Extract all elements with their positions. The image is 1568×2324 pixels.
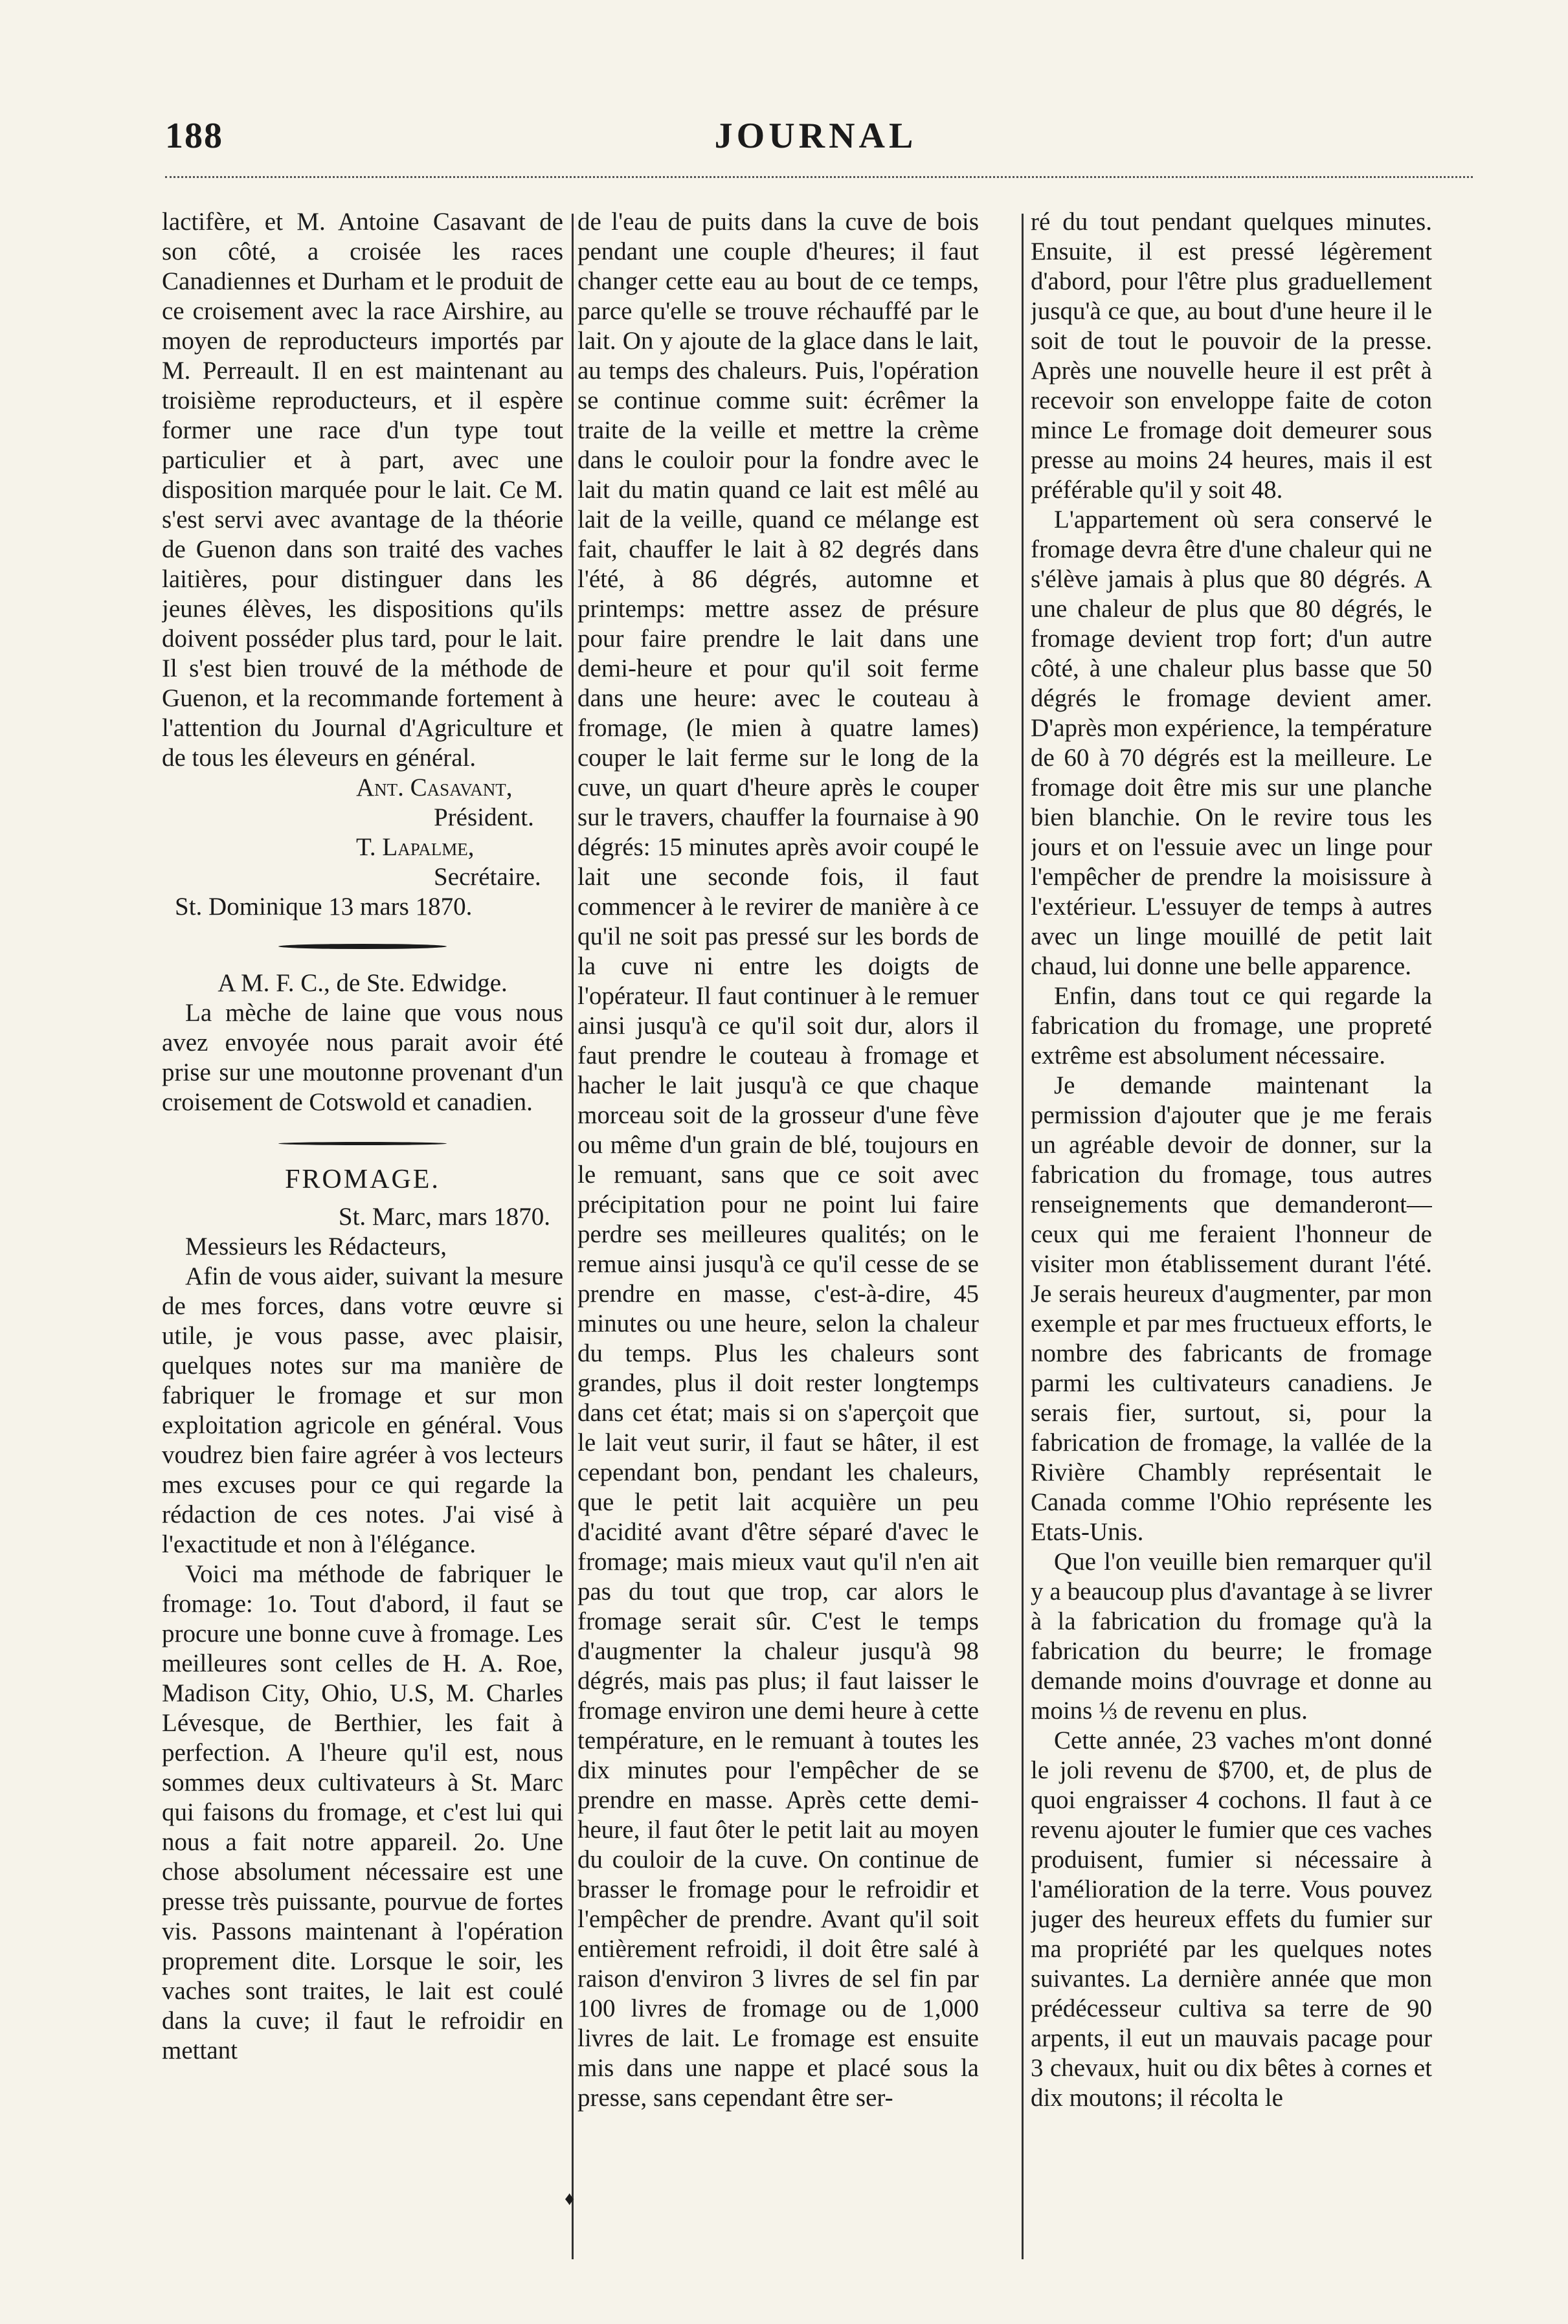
footer-mark: ♦	[565, 2188, 575, 2209]
column-rule	[1022, 214, 1024, 2259]
paragraph: Voici ma méthode de fabriquer le fromage: 1o. Tout d'abord, il faut se procure une bonne cuve à fromage. Les meilleures sont celles de H. A. Roe, Madison City, Ohio, U.S, M. Charles Lévesque, de Berthier, les fait à perfection. A l'heure qu'il est, nous sommes deux cultivateurs à St. Marc qui faisons du fromage, et c'est lui qui nous a fait notre appareil. 2o. Une chose absolument nécessaire est une presse très puissante, pourvue de fortes vis. Passons maintenant à l'opération proprement dite. Lorsque le soir, les vaches sont traites, le lait est coulé dans la cuve; il faut le refroidir en mettant	[162, 1560, 563, 2064]
column-1	[162, 207, 563, 2266]
article-dateline: St. Marc, mars 1870.	[338, 1203, 550, 1231]
column-3	[1031, 207, 1432, 2266]
paragraph: Enfin, dans tout ce qui regarde la fabrication du fromage, une propreté extrême est absolument nécessaire.	[1031, 982, 1432, 1069]
paragraph: de l'eau de puits dans la cuve de bois pendant une couple d'heures; il faut changer cette eau au bout de ce temps, parce qu'elle se trouve réchauffé par le lait. On y ajoute de la glace dans le lait, au temps des chaleurs. Puis, l'opération se continue comme suit: écrêmer la traite de la veille et mettre la crème dans le couloir pour la fondre avec le lait du matin quand ce lait est mêlé au lait de la veille, quand ce mélange est fait, chauffer le lait à 82 degrés dans l'été, à 86 dégrés, automne et printemps: mettre assez de présure pour faire prendre le lait dans une demi-heure et pour qu'il soit ferme dans une heure: avec le couteau à fromage, (le mien à quatre lames) couper le lait ferme sur le long de la cuve, un quart d'heure après le couper sur le travers, chauffer la fournaise à 90 dégrés: 15 minutes après avoir coupé le lait une seconde fois, il faut commencer à le revirer de manière à ce qu'il ne soit pas pressé sur les bords de la cuve ni entre les doigts de l'opérateur. Il faut continuer à le remuer ainsi jusqu'à ce qu'il soit dur, alors il faut prendre le couteau à fromage et hacher le lait jusqu'à ce que chaque morceau soit de la grosseur d'une fève ou même d'un grain de blé, toujours en le remuant, sans que ce soit avec précipitation pour ne point lui faire perdre ses meilleures qualités; on le remue ainsi jusqu'à ce qu'il cesse de se prendre en masse, c'est-à-dire, 45 minutes ou une heure, selon la chaleur du temps. Plus les chaleurs sont grandes, plus il doit rester longtemps dans cet état; mais si on s'aperçoit que le lait veut surir, il faut se hâter, il est cependant bon, pendant les chaleurs, que le petit lait acquière un peu d'acidité avant d'être séparé d'avec le fromage; mais mieux vaut qu'il n'en ait pas du tout que trop, car alors le fromage serait sûr. C'est le temps d'augmenter la chaleur jusqu'à 98 dégrés, mais pas plus; il faut laisser le fromage environ une demi heure à cette température, en le remuant à toutes les dix minutes pour l'empêcher de se prendre en masse. Après cette demi-heure, il faut ôter le petit lait au moyen du couloir de la cuve. On continue de brasser le fromage pour le refroidir et l'empêcher de prendre. Avant qu'il soit entièrement refroidi, il doit être salé à raison d'environ 3 livres de sel fin par 100 livres de fromage ou de 1,000 livres de lait. Le fromage est ensuite mis dans une nappe et placé sous la presse, sans cependant être ser-	[577, 208, 979, 2112]
paragraph: La mèche de laine que vous nous avez envoyée nous parait avoir été prise sur une moutonne provenant d'un croisement de Cotswold et canadien.	[162, 999, 563, 1116]
signatory-secretary-title: Secrétaire.	[434, 863, 541, 891]
page-number: 188	[165, 116, 223, 156]
page-header	[0, 0, 1568, 194]
paragraph: Cette année, 23 vaches m'ont donné le joli revenu de $700, et, de plus de quoi engraisser 4 cochons. Il faut à ce revenu ajouter le fumier que ces vaches produisent, fumier si nécessaire à l'amélioration de la terre. Vous pouvez juger des heureux effets du fumier sur ma propriété par les quelques notes suivantes. La dernière année que mon prédécesseur cultiva sa terre de 90 arpents, il eut un mauvais pacage pour 3 chevaux, huit ou dix bêtes à cornes et dix moutons; il récolta le	[1031, 1726, 1432, 2112]
section-separator	[278, 944, 447, 949]
column-rule	[572, 214, 574, 2259]
running-head: JOURNAL	[714, 116, 917, 156]
paragraph: L'appartement où sera conservé le fromage devra être d'une chaleur qui ne s'élève jamais à plus que 80 dégrés. A une chaleur de plus que 80 dégrés, le fromage devient trop fort; d'un autre côté, à une chaleur plus basse que 50 dégrés le fromage devient amer. D'après mon expérience, la température de 60 à 70 dégrés est la meilleure. Le fromage doit être mis sur une planche bien blanchie. On le revire tous les jours et on l'essuie avec un linge pour l'empêcher de prendre la moisissure à l'extérieur. L'essuyer de temps à autres avec un linge mouillé de petit lait chaud, lui donne une belle apparence.	[1031, 506, 1432, 980]
column-2	[577, 207, 979, 2266]
article-heading: FROMAGE.	[285, 1165, 440, 1194]
salutation: Messieurs les Rédacteurs,	[185, 1233, 447, 1260]
signature-block	[162, 773, 563, 922]
signatory-president: Ant. Casavant,	[356, 774, 513, 801]
paragraph: Que l'on veuille bien remarquer qu'il y a beaucoup plus d'avantage à se livrer à la fabrication du fromage qu'à la fabrication du beurre; le fromage demande moins d'ouvrage et donne au moins ⅓ de revenu en plus.	[1031, 1548, 1432, 1725]
header-rule	[165, 176, 1473, 178]
signatory-president-title: Président.	[434, 803, 534, 831]
section-separator	[278, 1142, 447, 1145]
paragraph: lactifère, et M. Antoine Casavant de son côté, a croisée les races Canadiennes et Durham et le produit de ce croisement avec la race Airshire, au moyen de reproducteurs importés par M. Perreault. Il en est maintenant au troisième reproducteurs, et il espère former une race d'un type tout particulier et à part, avec une disposition marquée pour le lait. Ce M. s'est servi avec avantage de la théorie de Guenon dans son traité des vaches laitières, pour distinguer dans les jeunes élèves, les dispositions qu'ils doivent posséder plus tard, pour le lait. Il s'est bien trouvé de la méthode de Guenon, et la recommande fortement à l'attention du Journal d'Agriculture et de tous les éleveurs en général.	[162, 208, 563, 772]
paragraph: Je demande maintenant la permission d'ajouter que je me ferais un agréable devoir de donner, sur la fabrication du fromage, tous autres renseignements que demanderont—ceux qui me feraient l'honneur de visiter mon établissement durant l'été. Je serais heureux d'augmenter, par mon exemple et par mes fructueux efforts, le nombre des fabricants de fromage parmi les cultivateurs canadiens. Je serais fier, surtout, si, pour la fabrication de fromage, la vallée de la Rivière Chambly représentait le Canada comme l'Ohio représente les Etats-Unis.	[1031, 1071, 1432, 1546]
signature-dateline: St. Dominique 13 mars 1870.	[175, 893, 473, 921]
paragraph: Afin de vous aider, suivant la mesure de mes forces, dans votre œuvre si utile, je vous passe, avec plaisir, quelques notes sur ma manière de fabriquer le fromage et sur mon exploitation agricole en général. Vous voudrez bien faire agréer à vos lecteurs mes excuses pour ce qui regarde la rédaction de ces notes. J'ai visé à l'exactitude et non à l'élégance.	[162, 1262, 563, 1558]
paragraph: ré du tout pendant quelques minutes. Ensuite, il est pressé légèrement d'abord, pour l'être plus graduellement jusqu'à ce que, au bout d'une heure il le soit de tout le pouvoir de la presse. Après une nouvelle heure il est prêt à recevoir son enveloppe faite de coton mince Le fromage doit demeurer sous presse au moins 24 heures, mais il est préférable qu'il y soit 48.	[1031, 208, 1432, 504]
reply-address: A M. F. C., de Ste. Edwidge.	[218, 969, 508, 997]
signatory-secretary: T. Lapalme,	[356, 833, 475, 861]
